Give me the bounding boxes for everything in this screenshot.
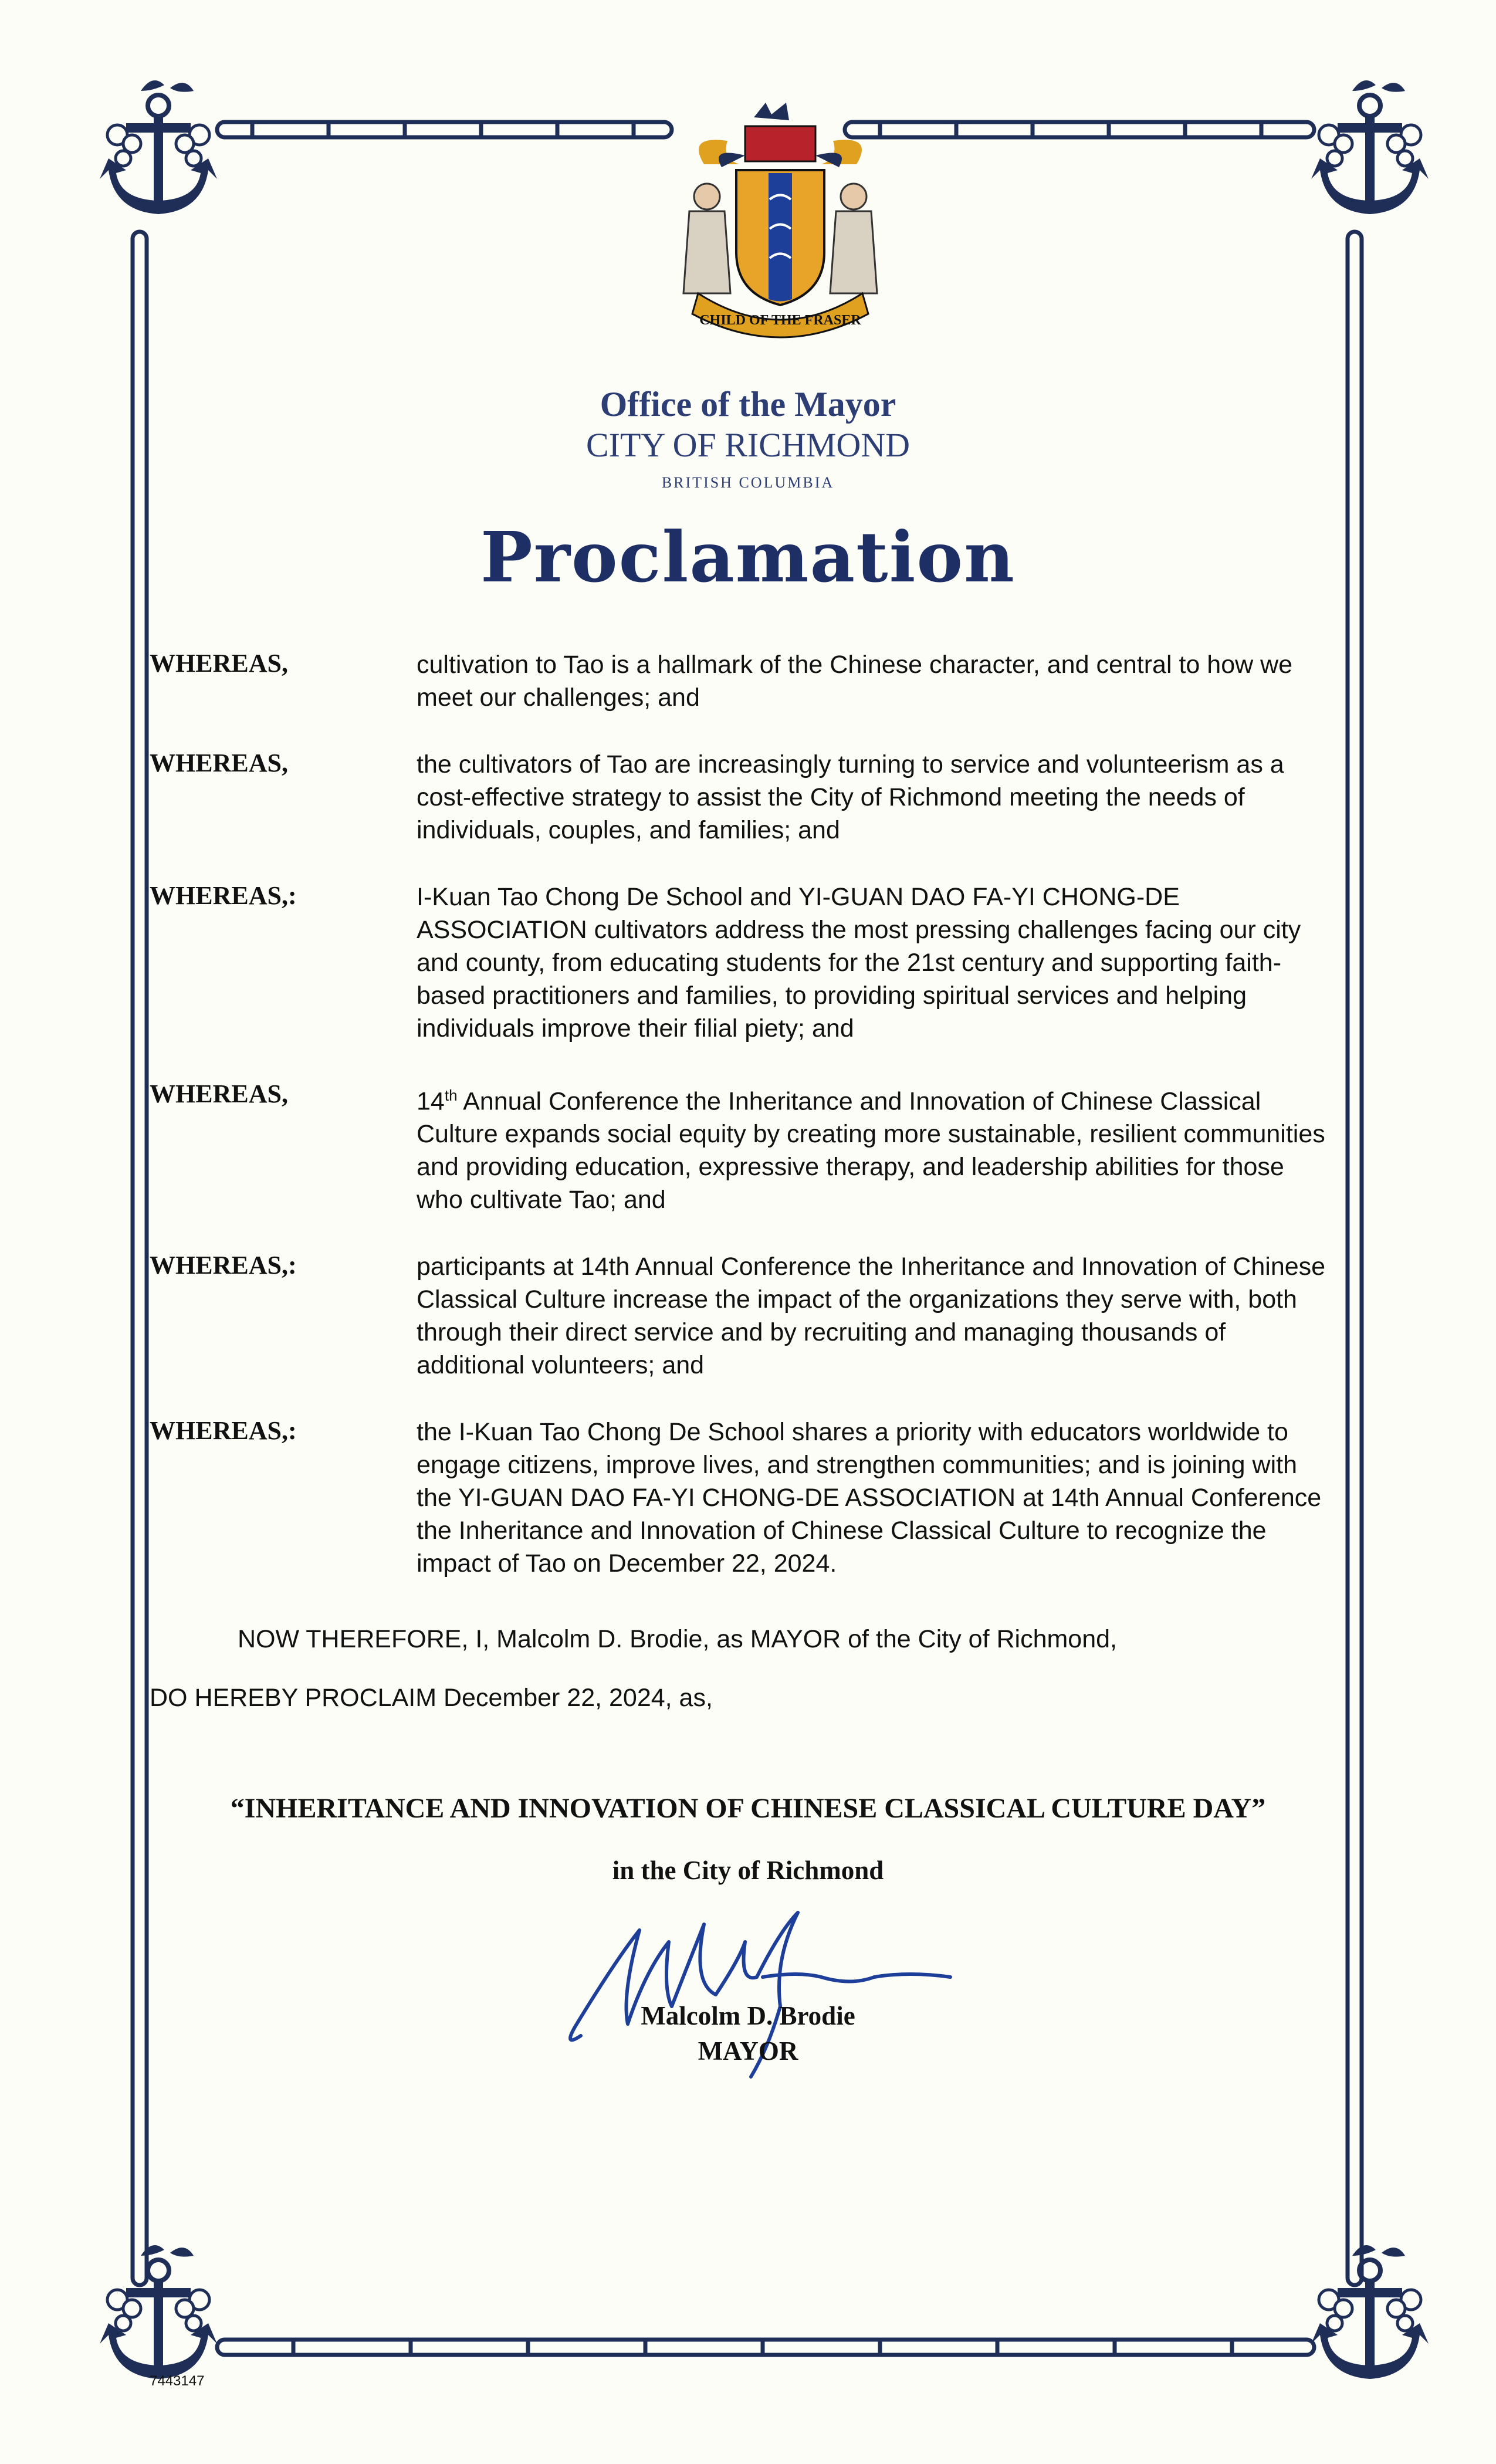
clause-label: WHEREAS, — [150, 649, 288, 678]
whereas-clause — [150, 881, 1329, 1045]
ordinal-suffix: th — [444, 1087, 458, 1104]
clause-text: the I-Kuan Tao Chong De School shares a priority with educators worldwide to engage citizens, improve lives, and strengthen communities; and is joining with the YI-GUAN DAO FA-YI CHONG-DE ASSOCIATION at 14th Annual Conference the Inheritance and Innovation of Chinese Classical Culture to recognize the impact of Tao on December 22, 2024. — [417, 1418, 1322, 1578]
whereas-clause — [150, 1250, 1329, 1382]
signatory-name: Malcolm D. Brodie — [641, 2001, 855, 2030]
office-title: Office of the Mayor — [600, 385, 896, 424]
proclaim-statement: DO HEREBY PROCLAIM December 22, 2024, as, — [150, 1684, 713, 1712]
whereas-clause — [150, 1079, 1329, 1216]
clause-text — [417, 1079, 1332, 1216]
whereas-clause — [150, 648, 1329, 714]
clause-label: WHEREAS,: — [150, 1251, 297, 1280]
coat-of-arms — [651, 100, 909, 364]
proclaimed-day-name: “INHERITANCE AND INNOVATION OF CHINESE CLASSICAL CULTURE DAY” — [230, 1793, 1266, 1824]
clause-label: WHEREAS,: — [150, 881, 297, 910]
city-name: CITY OF RICHMOND — [585, 426, 911, 464]
anchor-icon — [1311, 2245, 1429, 2379]
signatory-title: MAYOR — [698, 2036, 798, 2066]
anchor-icon — [100, 2245, 217, 2379]
document-number: 7443147 — [150, 2373, 205, 2389]
clause-text: the cultivators of Tao are increasingly turning to service and volunteerism as a cost-effective strategy to assist the City of Richmond meeting the needs of individuals, couples, and families; and — [417, 750, 1284, 844]
clause-label: WHEREAS, — [150, 749, 288, 777]
anchor-icon — [1311, 80, 1429, 214]
clause-text: I-Kuan Tao Chong De School and YI-GUAN DAO FA-YI CHONG-DE ASSOCIATION cultivators address the most pressing challenges facing our city and county, from educating students for the 21st century and supporting faith-based practitioners and families, to providing spiritual services and helping individuals improve their filial piety; and — [417, 883, 1301, 1043]
crest-motto: CHILD OF THE FRASER — [699, 313, 861, 328]
whereas-clauses — [150, 648, 1329, 1614]
whereas-clause — [150, 748, 1329, 847]
now-therefore-statement: NOW THEREFORE, I, Malcolm D. Brodie, as MAYOR of the City of Richmond, — [238, 1625, 1117, 1653]
anchor-icon — [100, 80, 217, 214]
province-name: BRITISH COLUMBIA — [661, 474, 835, 491]
whereas-clause — [150, 1416, 1329, 1580]
clause-text-body: Annual Conference the Inheritance and Innovation of Chinese Classical Culture expands social equity by creating more sustainable, resilient communities and providing education, expressive therapy, and leadership abilities for those who cultivate Tao; and — [417, 1087, 1325, 1214]
city-line: in the City of Richmond — [612, 1856, 884, 1885]
clause-label: WHEREAS,: — [150, 1416, 297, 1446]
clause-text: participants at 14th Annual Conference the Inheritance and Innovation of Chinese Classical Culture increase the impact of the organizations they serve with, both through their direct service and by recruiting and managing thousands of additional volunteers; and — [417, 1253, 1326, 1380]
ordinal-number: 14 — [417, 1087, 445, 1116]
clause-label: WHEREAS, — [150, 1079, 288, 1108]
page-title: Proclamation — [480, 516, 1016, 598]
clause-text: cultivation to Tao is a hallmark of the Chinese character, and central to how we meet our challenges; and — [417, 651, 1293, 712]
